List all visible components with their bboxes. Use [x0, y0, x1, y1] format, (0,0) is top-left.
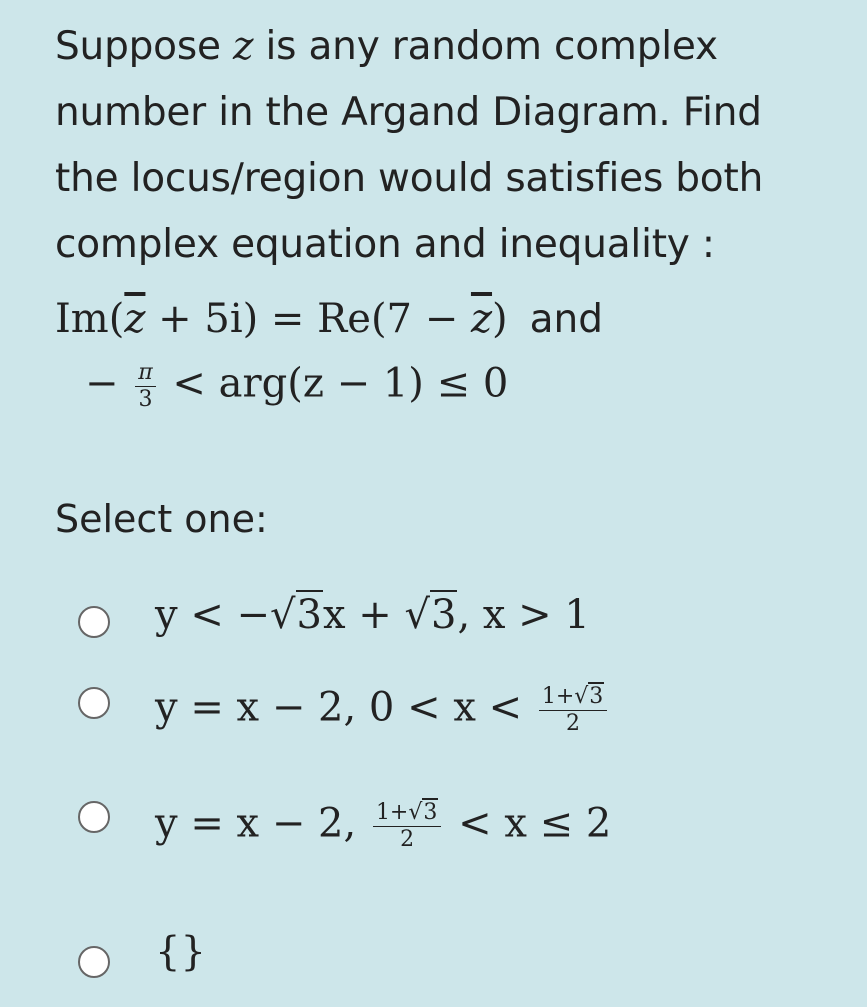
pi-over-3-fraction	[135, 360, 155, 413]
question-text	[55, 14, 835, 278]
option-1-text[interactable]	[155, 592, 590, 638]
option-1-sqrt1: 3	[296, 592, 322, 638]
inequality-rest: < arg(z − 1) ≤ 0	[172, 360, 509, 407]
pi-numerator: π	[135, 360, 155, 387]
option-2-num-text: 1+√	[541, 684, 589, 709]
and-word: and	[529, 297, 604, 342]
option-1-middle: x + √	[323, 592, 430, 638]
radio-button-option-4[interactable]	[78, 946, 110, 978]
option-4-text[interactable]: {}	[155, 929, 206, 975]
radio-button-option-3[interactable]	[78, 801, 110, 833]
option-3-fraction-numerator	[373, 800, 441, 827]
option-2-text[interactable]	[155, 684, 611, 737]
option-1-sqrt2: 3	[431, 592, 457, 638]
complex-inequality	[85, 360, 508, 413]
option-3-prefix: y = x − 2,	[155, 800, 357, 847]
equation-rhs-end: )	[492, 296, 508, 342]
option-2-fraction-denominator: 2	[566, 711, 581, 736]
option-2-num-sqrt: 3	[589, 684, 604, 709]
option-1[interactable]	[78, 592, 590, 638]
radio-button-option-2[interactable]	[78, 687, 110, 719]
option-3-fraction-denominator: 2	[400, 827, 415, 852]
option-3-num-sqrt: 3	[423, 800, 438, 825]
inequality-minus: −	[85, 360, 119, 407]
option-3-fraction	[373, 800, 441, 853]
z-variable: z	[232, 24, 254, 69]
option-3-num-text: 1+√	[375, 800, 423, 825]
option-1-suffix: , x > 1	[457, 592, 590, 638]
pi-denominator: 3	[138, 387, 153, 412]
equation-lhs-start: Im(	[55, 296, 125, 342]
option-3-text[interactable]	[155, 800, 611, 853]
z-conjugate-2: $\overline{z}$	[470, 296, 493, 342]
option-2[interactable]	[78, 684, 611, 737]
select-one-label: Select one:	[55, 497, 268, 541]
radio-button-option-1[interactable]	[78, 606, 110, 638]
option-2-prefix: y = x − 2, 0 < x <	[155, 684, 523, 731]
z-conjugate: $\overline{z}$	[124, 296, 146, 342]
option-3-suffix: < x ≤ 2	[458, 800, 612, 847]
equation-lhs-end: + 5i) = Re(7 −	[145, 296, 471, 342]
question-intro-start: Suppose	[55, 24, 233, 69]
option-4[interactable]	[78, 926, 206, 978]
question-intro-end: is any random complex number in the Argand Diagram. Find the locus/region would satisfies both complex equation and inequality :	[55, 24, 764, 267]
complex-equation	[55, 296, 603, 342]
option-2-fraction-numerator	[539, 684, 607, 711]
option-3[interactable]	[78, 800, 611, 853]
option-2-fraction	[539, 684, 607, 737]
option-1-prefix: y < −√	[155, 592, 296, 638]
